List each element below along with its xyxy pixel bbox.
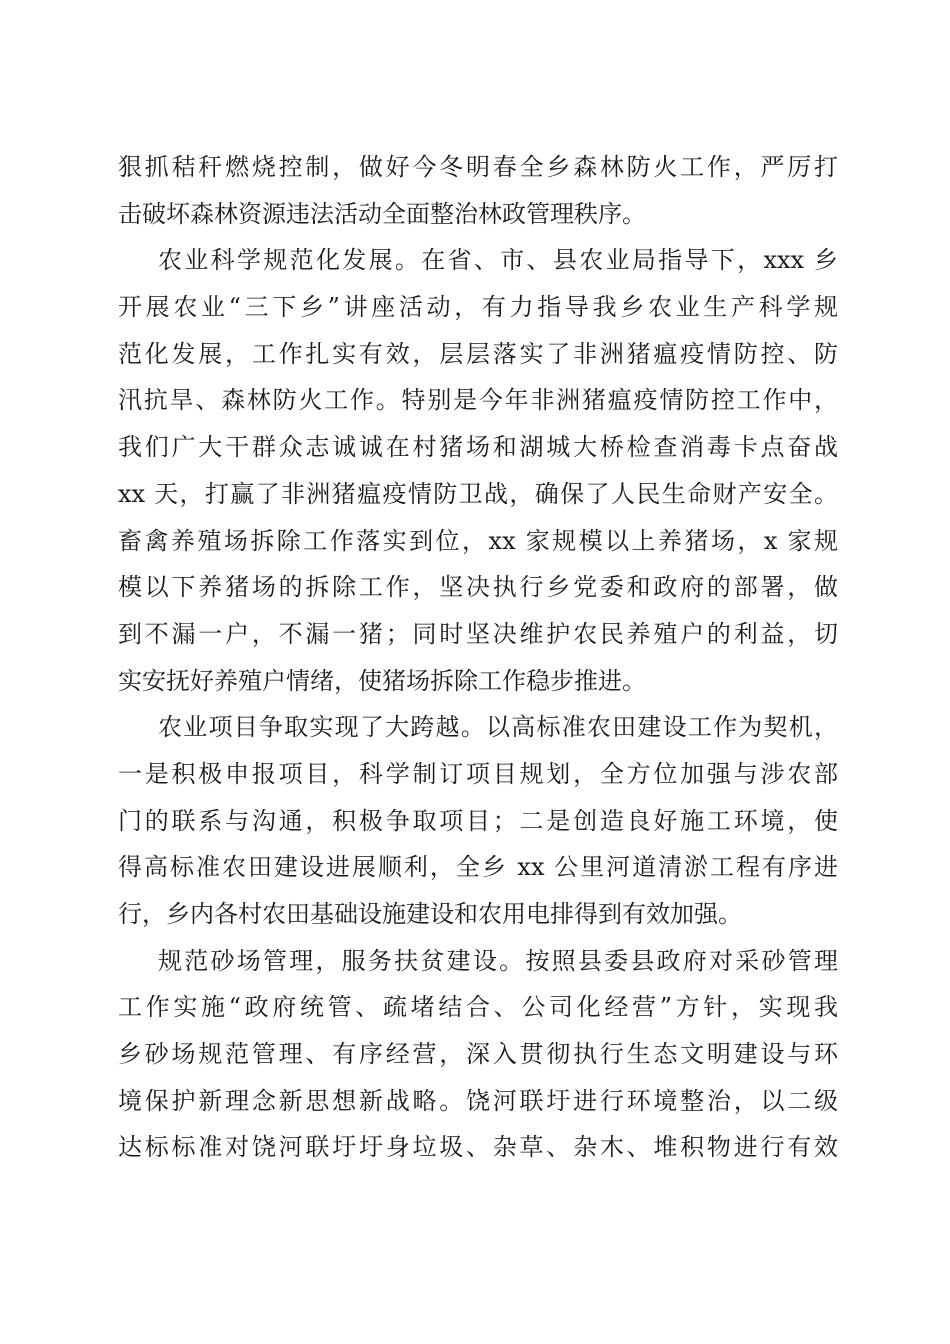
paragraph-2-line-6: xx 天，打赢了非洲猪瘟疫情防卫战，确保了人民生命财产安全。	[118, 479, 838, 508]
paragraph-1-line-1: 狠抓秸秆燃烧控制，做好今冬明春全乡森林防火工作，严厉打	[118, 153, 838, 181]
paragraph-4-line-3: 乡砂场规范管理、有序经营，深入贯彻执行生态文明建设与环	[118, 1040, 838, 1069]
paragraph-3-line-4: 得高标准农田建设进展顺利，全乡 xx 公里河道清淤工程有序进	[118, 853, 838, 882]
paragraph-2-line-7: 畜禽养殖场拆除工作落实到位，xx 家规模以上养猪场，x 家规	[118, 526, 838, 555]
paragraph-4-line-2: 工作实施“政府统管、疏堵结合、公司化经营”方针，实现我	[118, 993, 838, 1022]
paragraph-2-line-5: 我们广大干群众志诚诚在村猪场和湖城大桥检查消毒卡点奋战	[118, 433, 838, 462]
paragraph-4-line-5: 达标标准对饶河联圩圩身垃圾、杂草、杂木、堆积物进行有效	[118, 1133, 838, 1162]
paragraph-3-line-1: 农业项目争取实现了大跨越。以高标准农田建设工作为契机，	[158, 713, 838, 742]
paragraph-2-line-10: 实安抚好养殖户情绪，使猪场拆除工作稳步推进。	[118, 666, 646, 695]
paragraph-2-line-1: 农业科学规范化发展。在省、市、县农业局指导下，xxx 乡	[158, 246, 838, 275]
paragraph-3-line-3: 门的联系与沟通，积极争取项目；二是创造良好施工环境，使	[118, 806, 838, 835]
paragraph-3-line-5: 行，乡内各村农田基础设施建设和农用电排得到有效加强。	[118, 900, 742, 928]
paragraph-1-line-2: 击破坏森林资源违法活动全面整治林政管理秩序。	[118, 199, 646, 228]
paragraph-4-line-1: 规范砂场管理，服务扶贫建设。按照县委县政府对采砂管理	[158, 946, 838, 975]
paragraph-3-line-2: 一是积极申报项目，科学制订项目规划，全方位加强与涉农部	[118, 759, 838, 788]
paragraph-2-line-3: 范化发展，工作扎实有效，层层落实了非洲猪瘟疫情防控、防	[118, 339, 838, 368]
paragraph-2-line-8: 模以下养猪场的拆除工作，坚决执行乡党委和政府的部署，做	[118, 573, 838, 602]
body-text	[118, 144, 838, 1171]
paragraph-2-line-9: 到不漏一户，不漏一猪；同时坚决维护农民养殖户的利益，切	[118, 619, 838, 648]
paragraph-4-line-4: 境保护新理念新思想新战略。饶河联圩进行环境整治，以二级	[118, 1086, 838, 1115]
paragraph-2-line-2: 开展农业“三下乡”讲座活动，有力指导我乡农业生产科学规	[118, 293, 838, 322]
paragraph-2-line-4: 汛抗旱、森林防火工作。特别是今年非洲猪瘟疫情防控工作中，	[118, 386, 838, 415]
